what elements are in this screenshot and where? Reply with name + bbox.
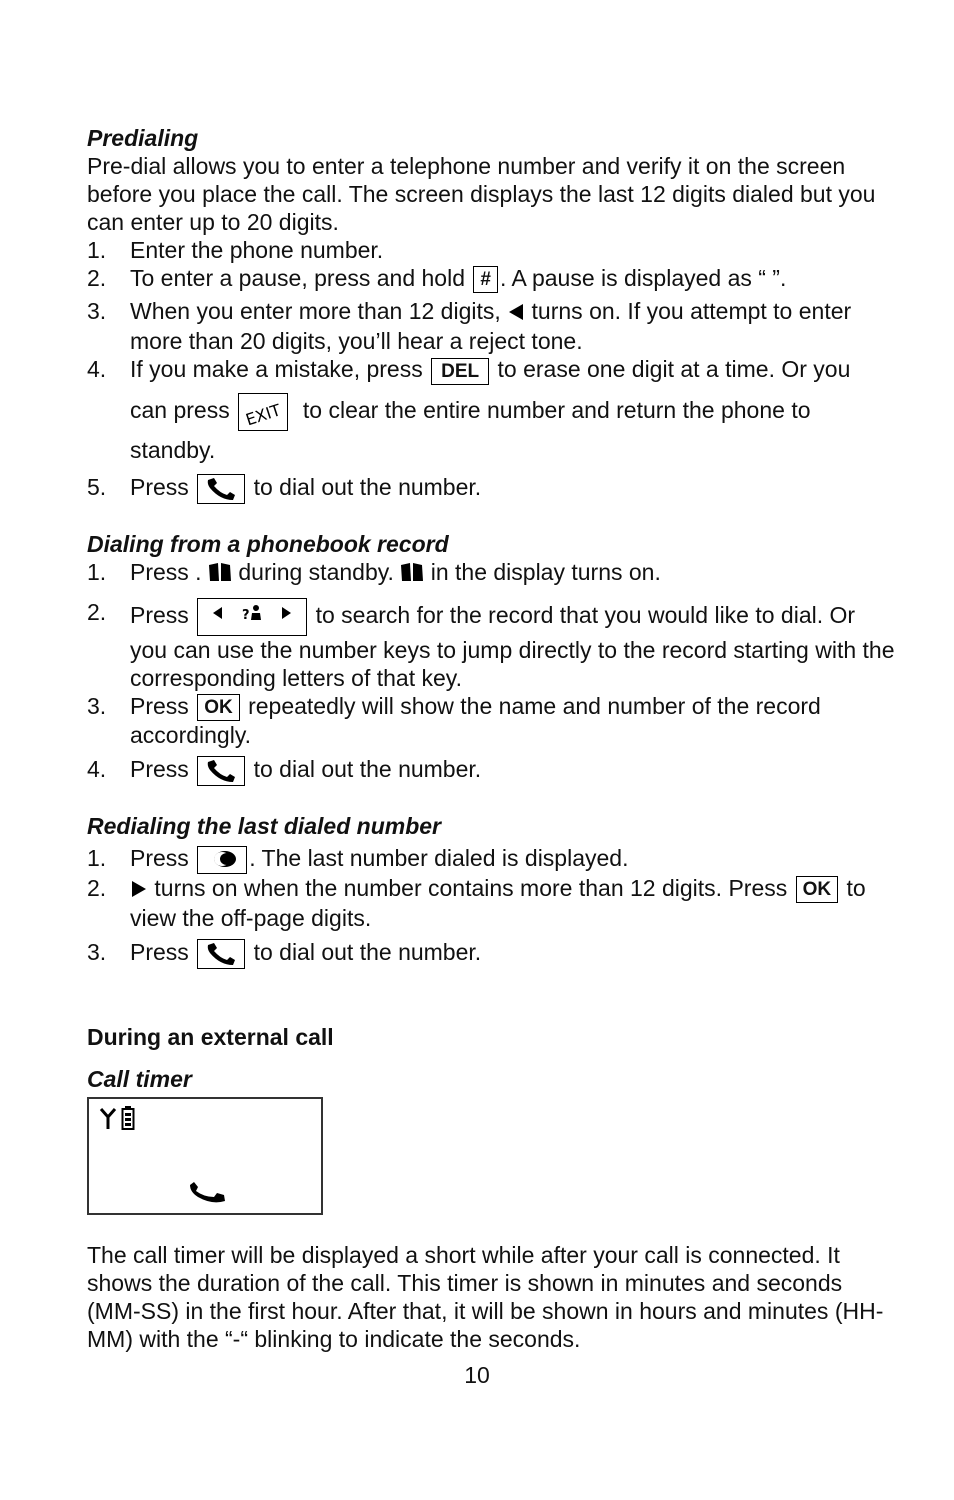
battery-icon bbox=[121, 1105, 135, 1131]
predialing-intro: Pre-dial allows you to enter a telephone number and verify it on the screen before you place the call. The screen displays the last 12 digits dialed but you can enter up to 20 digits. bbox=[87, 153, 876, 235]
list-item: 2. To enter a pause, press and hold # . A pause is displayed as “ ”. bbox=[87, 264, 897, 293]
talk-key-icon bbox=[197, 474, 245, 504]
section-heading-predialing: Predialing bbox=[87, 125, 199, 151]
exit-key-icon bbox=[238, 393, 288, 431]
manual-page bbox=[87, 124, 897, 1353]
call-timer-description: The call timer will be displayed a short while after your call is connected. It shows the duration of the call. This timer is shown in minutes and seconds (MM-SS) in the first hour. After that, it will be shown in hours and minutes (HH-MM) with the “-“ blinking to indicate the seconds. bbox=[87, 1241, 884, 1352]
right-arrow-icon bbox=[130, 876, 148, 904]
talk-key-icon bbox=[197, 939, 245, 969]
redial-key-icon bbox=[197, 846, 247, 874]
del-key: DEL bbox=[431, 358, 489, 385]
list-item: 3. Press to dial out the number. bbox=[87, 938, 897, 969]
list-item: 1. Press . during standby. in the display turns on. bbox=[87, 558, 897, 588]
phonebook-icon bbox=[400, 560, 424, 588]
list-item: 1. Press . The last number dialed is displayed. bbox=[87, 844, 897, 874]
page-number: 10 bbox=[464, 1362, 490, 1388]
list-item: 3. When you enter more than 12 digits, turns on. If you attempt to enter more than 20 digits, you’ll hear a reject tone. bbox=[87, 298, 852, 355]
redial-steps bbox=[87, 844, 897, 969]
phonebook-icon bbox=[208, 560, 232, 588]
list-item: 1. Enter the phone number. bbox=[87, 237, 384, 263]
list-item: 4. Press to dial out the number. bbox=[87, 755, 897, 786]
section-heading-redial: Redialing the last dialed number bbox=[87, 812, 442, 839]
list-item: 5. Press to dial out the number. bbox=[87, 473, 897, 504]
nav-key-icon bbox=[197, 598, 307, 636]
talk-key-icon bbox=[197, 756, 245, 786]
section-heading-phonebook: Dialing from a phonebook record bbox=[87, 530, 449, 557]
antenna-icon bbox=[99, 1107, 119, 1131]
ok-key: OK bbox=[197, 694, 240, 721]
lcd-display bbox=[87, 1097, 323, 1215]
predialing-steps bbox=[87, 236, 897, 504]
list-item: 4. If you make a mistake, press DEL to erase one digit at a time. Or you can press EXIT to clear the entire number and return the phone to standby. bbox=[87, 356, 851, 463]
handset-icon bbox=[186, 1181, 230, 1209]
phonebook-steps bbox=[87, 558, 897, 786]
left-arrow-icon bbox=[507, 299, 525, 327]
subheading-call-timer: Call timer bbox=[87, 1065, 192, 1092]
list-item: 2. turns on when the number contains more than 12 digits. Press OK to view the off-page digits. bbox=[87, 874, 866, 931]
ok-key: OK bbox=[796, 876, 839, 903]
svg-text:EXIT: EXIT bbox=[243, 400, 284, 429]
pound-key: # bbox=[473, 266, 498, 293]
svg-text:?: ? bbox=[242, 607, 250, 623]
list-item: 3. Press OK repeatedly will show the name and number of the record accordingly. bbox=[87, 692, 821, 748]
section-heading-external-call: During an external call bbox=[87, 1023, 334, 1050]
list-item: 2. Press ? to search for the record that you would like to dial. Or you can use the number keys to jump directly to the record starting with the corresponding letters of that key. bbox=[87, 598, 895, 691]
